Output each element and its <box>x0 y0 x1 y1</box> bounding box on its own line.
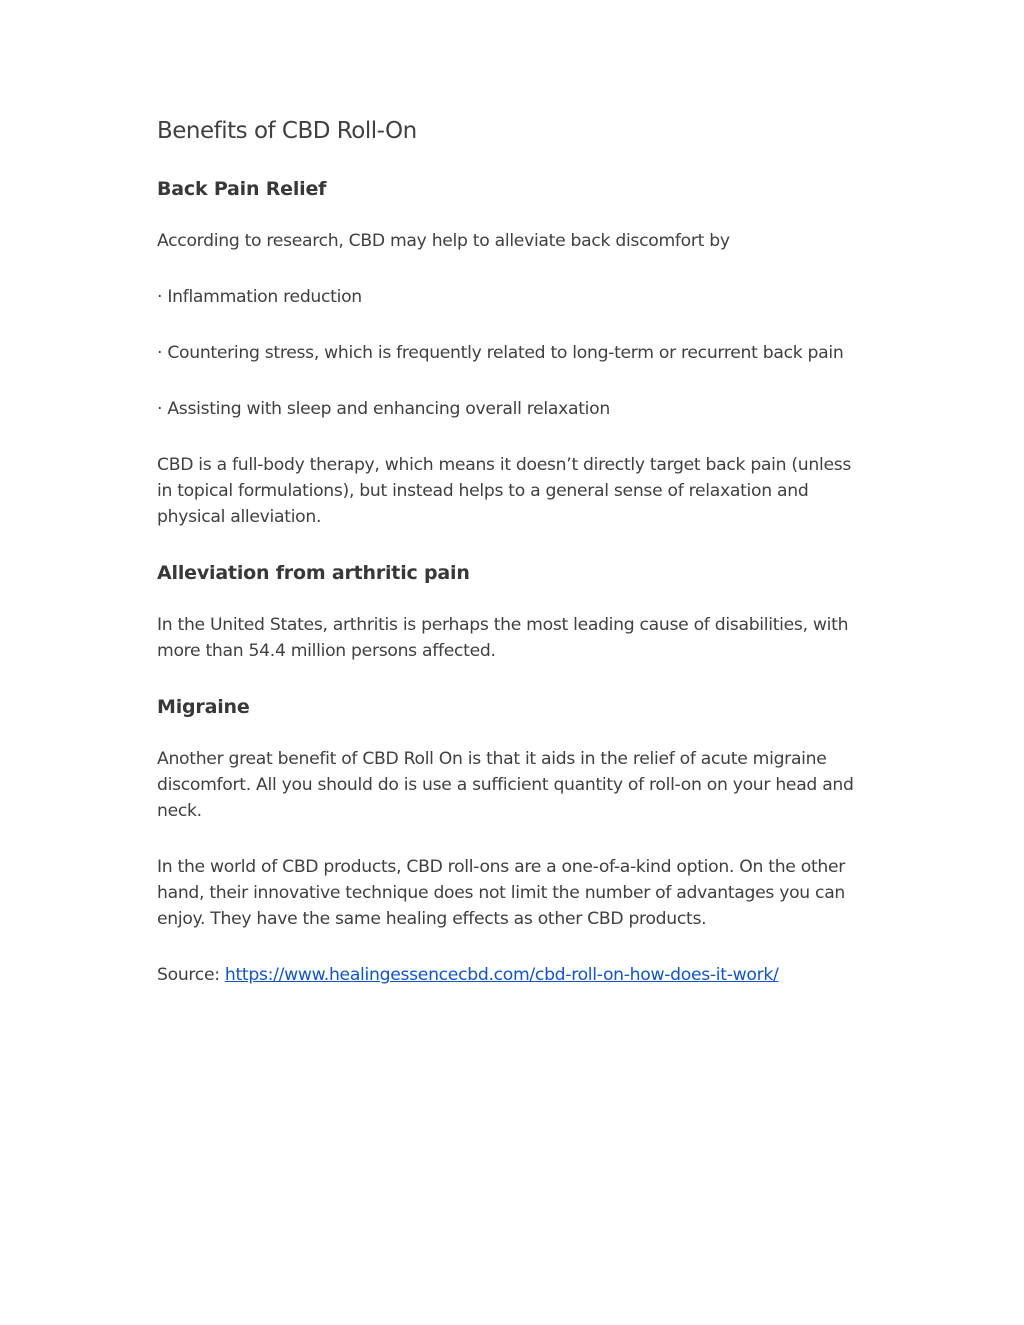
paragraph-research-intro: According to research, CBD may help to alleviate back discomfort by <box>157 231 730 251</box>
source-line <box>157 962 867 988</box>
source-link[interactable]: https://www.healingessencecbd.com/cbd-roll-on-how-does-it-work/ <box>224 965 779 985</box>
bullet-inflammation: · Inflammation reduction <box>157 287 362 307</box>
paragraph-roll-on-products: In the world of CBD products, CBD roll-ons are a one-of-a-kind option. On the other hand, their innovative technique does not limit the number of advantages you can enjoy. They have the same healing effects as other CBD products. <box>157 857 846 929</box>
section-heading-migraine: Migraine <box>157 696 250 718</box>
paragraph-arthritis: In the United States, arthritis is perhaps the most leading cause of disabilities, with more than 54.4 million persons affected. <box>157 615 849 661</box>
document-content <box>157 110 867 988</box>
bullet-sleep: · Assisting with sleep and enhancing overall relaxation <box>157 399 610 419</box>
document-title: Benefits of CBD Roll-On <box>157 118 417 144</box>
source-label: Source: <box>157 965 225 985</box>
section-heading-back-pain: Back Pain Relief <box>157 178 327 200</box>
bullet-stress: · Countering stress, which is frequently related to long-term or recurrent back pain <box>157 343 844 363</box>
paragraph-migraine: Another great benefit of CBD Roll On is that it aids in the relief of acute migraine discomfort. All you should do is use a sufficient quantity of roll-on on your head and neck. <box>157 749 854 821</box>
paragraph-full-body-therapy: CBD is a full-body therapy, which means it doesn’t directly target back pain (unless in topical formulations), but instead helps to a general sense of relaxation and physical alleviation. <box>157 455 852 527</box>
section-heading-arthritic-pain: Alleviation from arthritic pain <box>157 562 470 584</box>
